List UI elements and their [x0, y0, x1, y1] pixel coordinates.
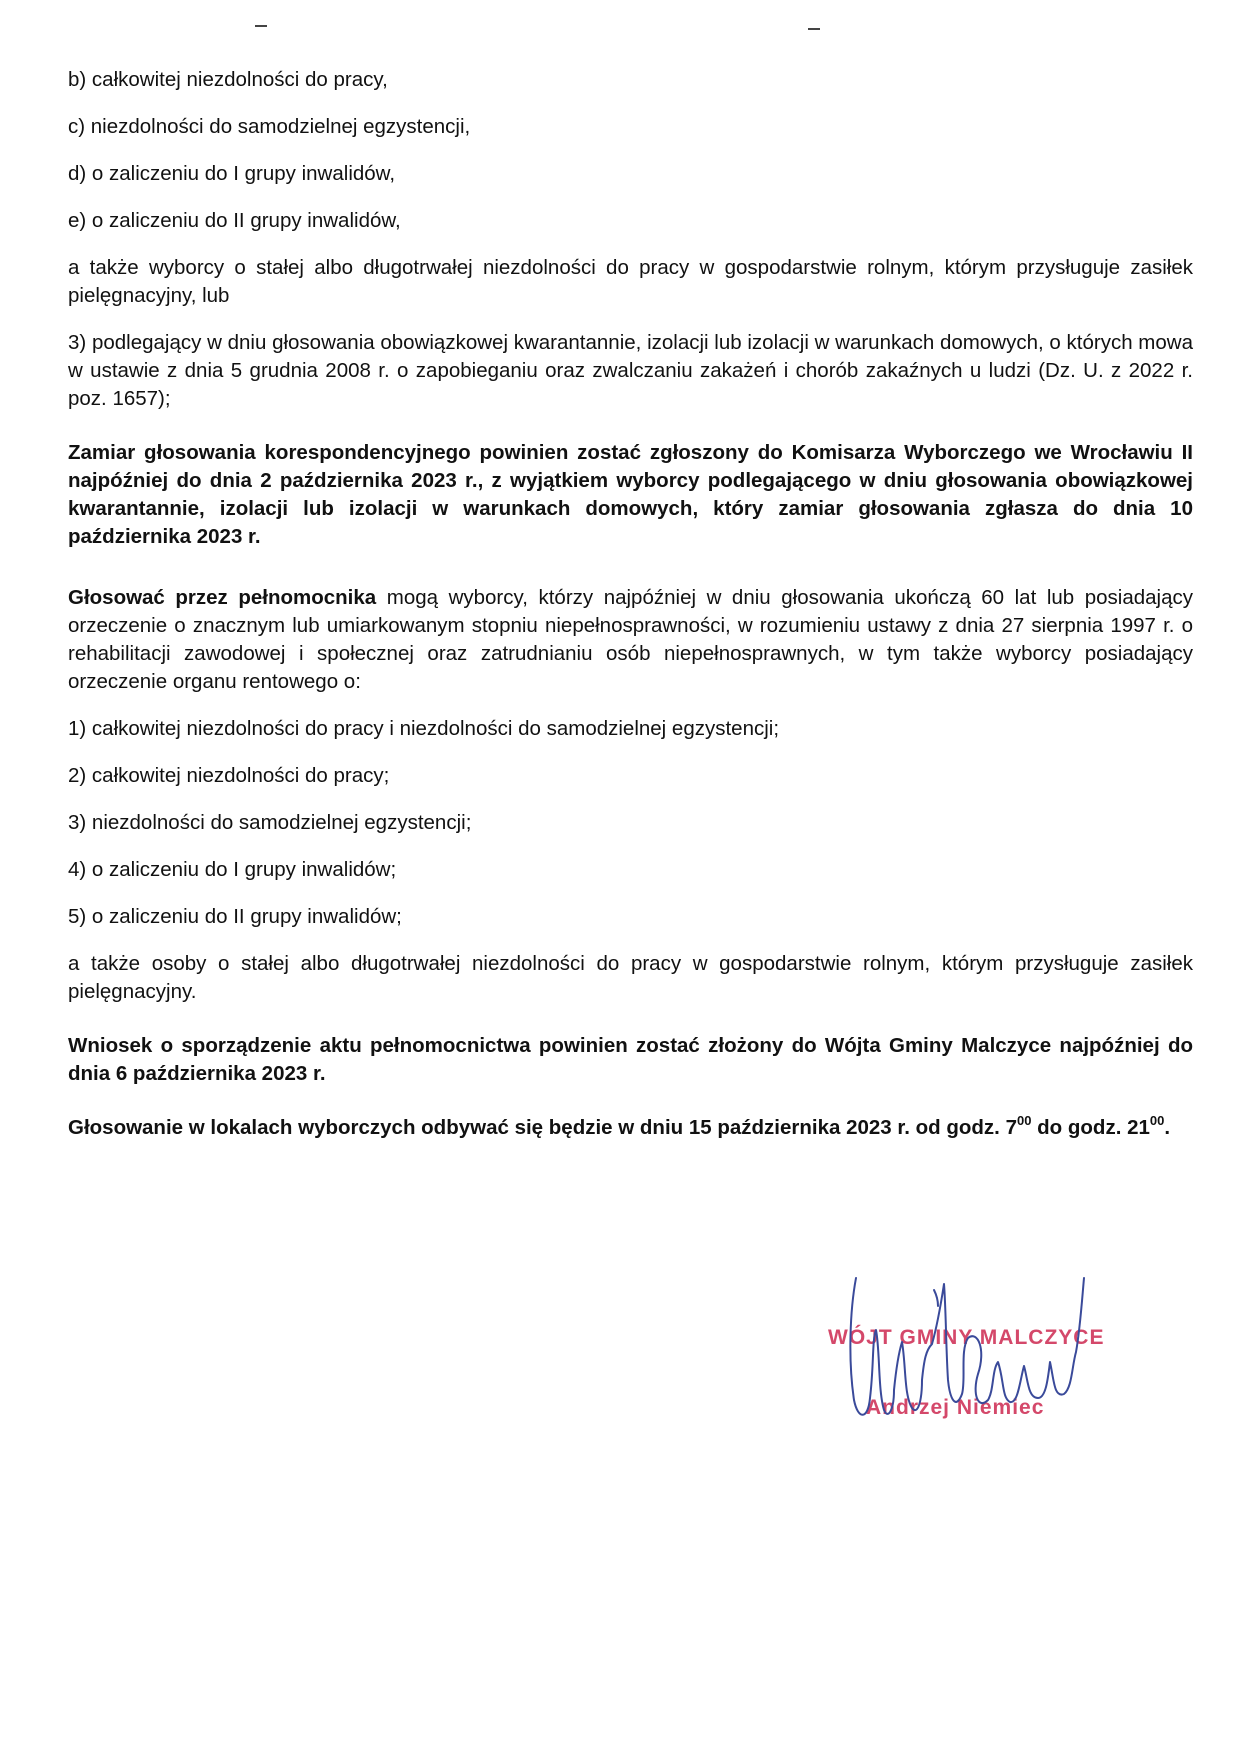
farmers-paragraph-2: a także osoby o stałej albo długotrwałej niezdolności do pracy w gospodarstwie rolnym, którym przysługuje zasiłek pielęgnacyjny. [68, 952, 1193, 1003]
list-item: c) niezdolności do samodzielnej egzystencji, [68, 115, 471, 138]
stamp-person-name: Andrzej Niemiec [866, 1396, 1045, 1419]
proxy-voting-heading: Głosować przez pełnomocnika [68, 586, 377, 609]
list-item: b) całkowitej niezdolności do pracy, [68, 68, 388, 91]
voting-hours-text: . [1164, 1116, 1171, 1139]
voting-hours-text: do godz. 21 [1031, 1116, 1150, 1139]
scan-mark [255, 25, 267, 27]
voting-hours-paragraph [68, 1114, 1193, 1142]
list-item: 5) o zaliczeniu do II grupy inwalidów; [68, 905, 402, 928]
voting-hours-text: Głosowanie w lokalach wyborczych odbywać się będzie w dniu 15 października 2023 r. od godz. 7 [68, 1116, 1017, 1139]
list-item: 2) całkowitej niezdolności do pracy; [68, 764, 390, 787]
list-item: d) o zaliczeniu do I grupy inwalidów, [68, 162, 396, 185]
proxy-voting-text: mogą wyborcy, którzy najpóźniej w dniu głosowania ukończą 60 lat lub posiadający orzeczenie o znacznym lub umiarkowanym stopniu niepełnosprawności, w rozumieniu ustawy z dnia 27 sierpnia 1997 r. o rehabilitacji zawodowej i społecznej oraz zatrudnianiu osób niepełnosprawnych, w tym także wyborcy posiadający orzeczenie organu rentowego o: [68, 586, 1193, 693]
quarantine-paragraph: 3) podlegający w dniu głosowania obowiązkowej kwarantannie, izolacji lub izolacji w warunkach domowych, o których mowa w ustawie z dnia 5 grudnia 2008 r. o zapobieganiu oraz zwalczaniu zakażeń i chorób zakaźnych u ludzi (Dz. U. z 2022 r. poz. 1657); [68, 331, 1193, 410]
list-item: 1) całkowitej niezdolności do pracy i niezdolności do samodzielnej egzystencji; [68, 717, 780, 740]
voting-end-minutes: 00 [1149, 1113, 1165, 1128]
handwritten-signature [828, 1270, 1098, 1430]
scan-mark [808, 28, 820, 30]
official-stamp [828, 1270, 1105, 1430]
stamp-office-name: WÓJT GMINY MALCZYCE [828, 1326, 1105, 1349]
proxy-voting-paragraph [68, 584, 1193, 696]
document-body [68, 66, 1193, 1142]
voting-start-minutes: 00 [1016, 1113, 1032, 1128]
correspondence-voting-paragraph: Zamiar głosowania korespondencyjnego powinien zostać zgłoszony do Komisarza Wyborczego we Wrocławiu II najpóźniej do dnia 2 października 2023 r., z wyjątkiem wyborcy podlegającego w dniu głosowania obowiązkowej kwarantannie, izolacji lub izolacji w warunkach domowych, który zamiar głosowania zgłasza do dnia 10 października 2023 r. [68, 441, 1193, 548]
proxy-application-paragraph: Wniosek o sporządzenie aktu pełnomocnictwa powinien zostać złożony do Wójta Gminy Malczyce najpóźniej do dnia 6 października 2023 r. [68, 1034, 1193, 1085]
list-item: 3) niezdolności do samodzielnej egzystencji; [68, 811, 472, 834]
list-item: 4) o zaliczeniu do I grupy inwalidów; [68, 858, 397, 881]
list-item: e) o zaliczeniu do II grupy inwalidów, [68, 209, 401, 232]
farmers-paragraph: a także wyborcy o stałej albo długotrwałej niezdolności do pracy w gospodarstwie rolnym, którym przysługuje zasiłek pielęgnacyjny, lub [68, 256, 1193, 307]
